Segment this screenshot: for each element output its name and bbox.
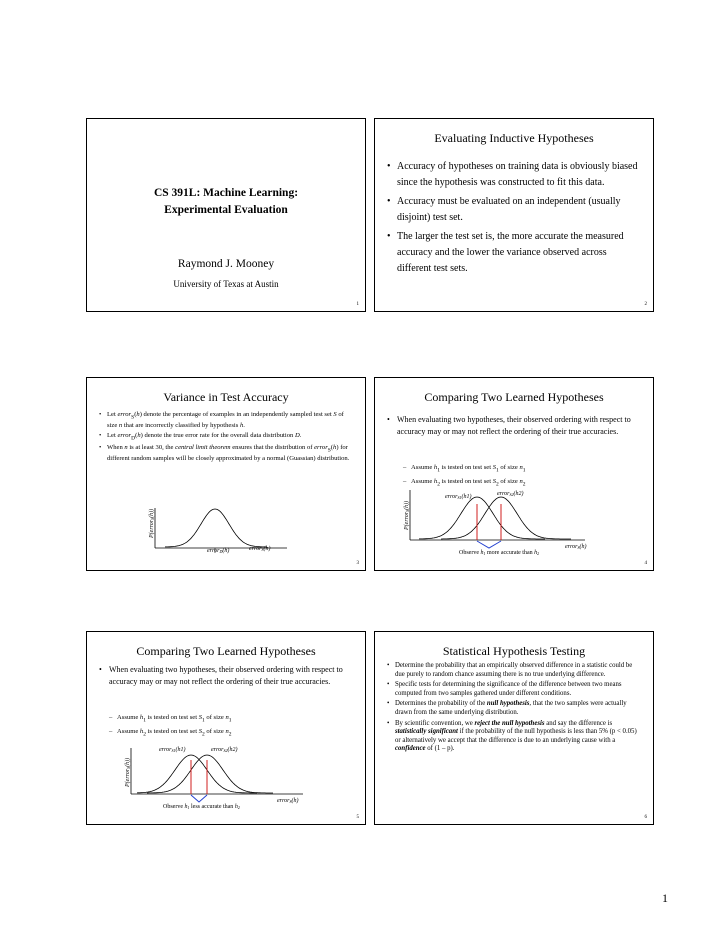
slide-3-bullet-3: • When n is at least 30, the central limit theorem ensures that the distribution of error$_S$(h) for different random samples will be closely approximated by a normal (Guassian) distribution.: [95, 444, 353, 463]
slide-6-bullet-1: • Determine the probability that an empirically observed difference in a statistic could be due purely to random chance assuming there is no true underlying difference.: [383, 662, 641, 679]
slide-4-sub-1: – Assume $h_1$ is tested on test set $S_1$ of size $n_1$: [383, 462, 643, 476]
slide-2-title: Evaluating Inductive Hypotheses: [434, 131, 594, 145]
slide-5-curve-1-label: errorS1(h1): [159, 747, 186, 753]
slide-3-bullet-1: • Let error$_S$(h) denote the percentage of examples in an independently sampled test set S of size n that are incorrectly classified by hypothesis h.: [95, 411, 353, 430]
slide-3-bullet-2: • Let error$_D$(h) denote the true error rate for the overall data distribution D.: [95, 432, 353, 443]
slide-2-bullet-3: • The larger the test set is, the more accurate the measured accuracy and the lower the variance observed across different test sets.: [383, 229, 641, 276]
slide-6-number: 6: [644, 815, 647, 820]
slide-2-number: 2: [644, 302, 647, 307]
slide-3-normal-curve: [165, 509, 267, 547]
slide-3-mean-label: errorD(h): [207, 548, 230, 554]
slide-3-xlabel: errorS(h): [249, 546, 271, 552]
slide-5-comparison-plot: [87, 632, 366, 825]
slide-5-curve-2-label: errorS2(h2): [211, 747, 238, 753]
slide-5-difference-bracket: [191, 795, 207, 802]
slide-3-ylabel: P(errorS(h)): [149, 508, 155, 538]
slide-6-bullet-4: • By scientific convention, we reject the null hypothesis and say the difference is statistically significant if the probability of the null hypothesis is less than 5% (p < 0.05) or alternatively we accept that the difference is due to an underlying cause with a confidence of (1 – p).: [383, 720, 641, 754]
slide-3-normal-plot: [87, 378, 366, 571]
page-number: 1: [662, 891, 668, 905]
slide-6-title: Statistical Hypothesis Testing: [442, 644, 586, 658]
slide-4-difference-bracket: [477, 541, 501, 548]
slide-5-title: Comparing Two Learned Hypotheses: [136, 644, 316, 658]
slide-5-observation: Observe h1 less accurate than h2: [163, 804, 240, 810]
slide-5-bullet-1: • When evaluating two hypotheses, their observed ordering with respect to accuracy may or may not reflect the ordering of their true accuracies.: [95, 664, 353, 688]
slide-1-title-line2: Experimental Evaluation: [164, 204, 288, 216]
slide-4-ylabel: P(errorS(h)): [404, 500, 410, 530]
slide-2: [374, 118, 654, 312]
slide-6-bullets: [383, 662, 641, 756]
slide-4-curve-1-label: errorS1(h1): [445, 494, 472, 500]
slide-5-curve-2: [137, 755, 257, 793]
slide-1-affiliation: University of Texas at Austin: [173, 279, 279, 289]
slide-4-sub-2: – Assume $h_2$ is tested on test set $S_2$ of size $n_2$: [383, 476, 643, 490]
slide-4: [374, 377, 654, 571]
slide-2-bullet-1: • Accuracy of hypotheses on training data is obviously biased since the hypothesis was constructed to fit this data.: [383, 159, 641, 190]
slide-6: [374, 631, 654, 825]
slide-4-title: Comparing Two Learned Hypotheses: [424, 390, 604, 404]
slide-1: [86, 118, 366, 312]
slide-5-xlabel: errorS(h): [277, 798, 299, 804]
slide-5-sub-2: – Assume $h_2$ is tested on test set $S_2$ of size $n_2$: [95, 726, 355, 740]
slide-5-number: 5: [356, 815, 359, 820]
slide-2-bullets: [383, 159, 641, 280]
slide-4-number: 4: [644, 561, 647, 566]
slide-1-title: [87, 185, 365, 219]
slide-3: [86, 377, 366, 571]
slide-5-sub-1: – Assume $h_1$ is tested on test set $S_1$ of size $n_1$: [95, 712, 355, 726]
slide-5-ylabel: P(errorS(h)): [125, 757, 131, 787]
slide-2-bullet-2: • Accuracy must be evaluated on an independent (usually disjoint) test set.: [383, 194, 641, 225]
slide-6-bullet-2: • Specific tests for determining the significance of the difference between two means computed from two samples gathered under different conditions.: [383, 681, 641, 698]
slide-1-title-line1: CS 391L: Machine Learning:: [153, 187, 299, 199]
slide-6-bullet-3: • Determines the probability of the null hypothesis, that the two samples were actually drawn from the same underlying distribution.: [383, 700, 641, 717]
slide-4-xlabel: errorS(h): [565, 544, 587, 550]
slide-3-title: Variance in Test Accuracy: [163, 390, 289, 404]
slide-3-number: 3: [356, 561, 359, 566]
slide-1-author: Raymond J. Mooney: [177, 258, 275, 270]
slide-4-comparison-plot: [375, 378, 654, 571]
slide-4-bullet-1: • When evaluating two hypotheses, their observed ordering with respect to accuracy may or may not reflect the ordering of their true accuracies.: [383, 414, 641, 438]
slide-4-curve-2: [441, 497, 571, 539]
slide-1-number: 1: [356, 302, 359, 307]
slide-5: [86, 631, 366, 825]
slide-4-curve-2-label: errorS2(h2): [497, 491, 524, 497]
slide-4-observation: Observe h1 more accurate than h2: [459, 550, 540, 556]
